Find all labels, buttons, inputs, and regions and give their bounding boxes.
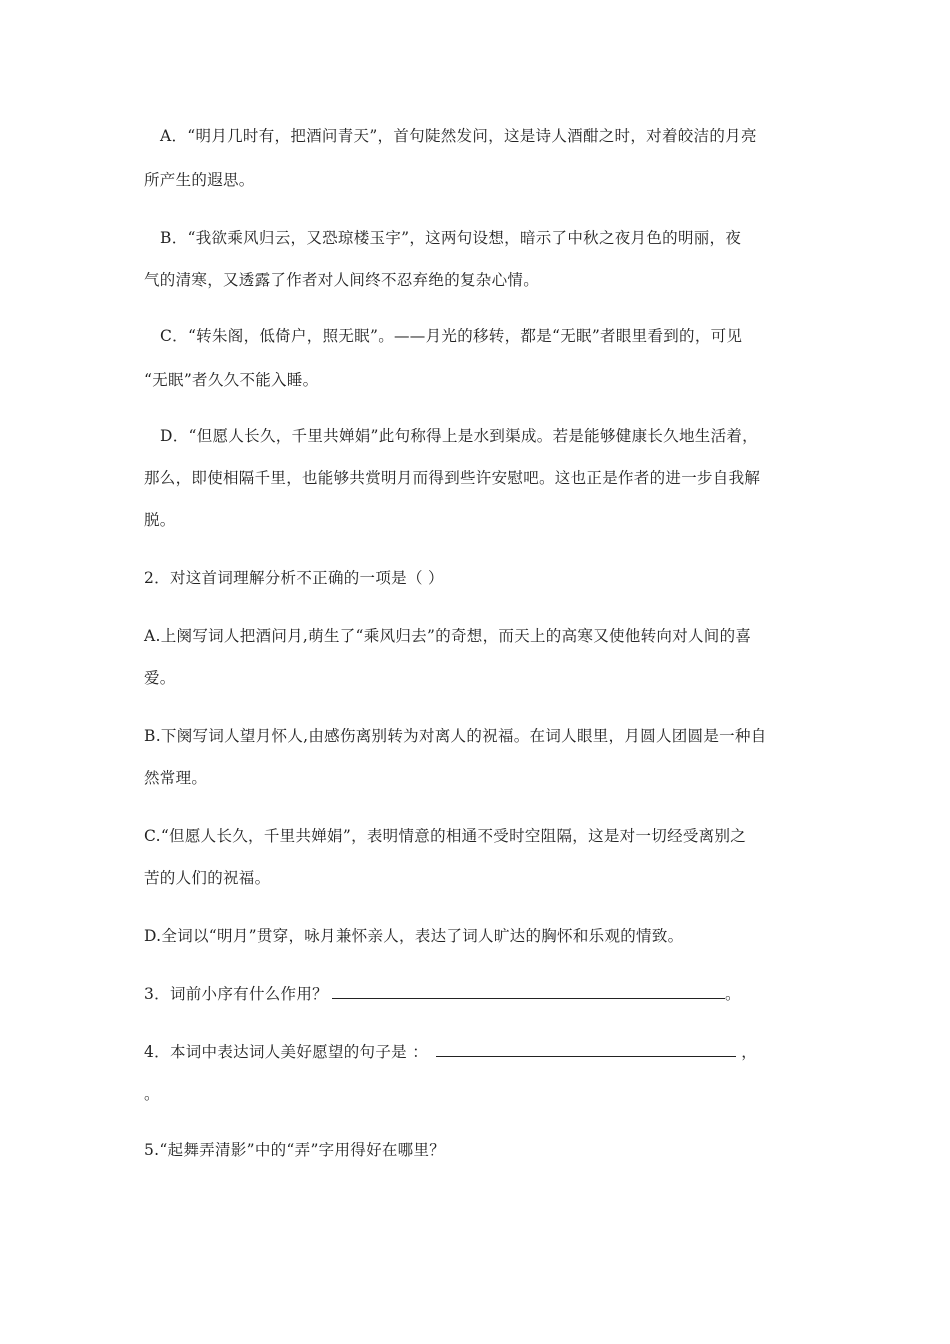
q2-option-b-line1: B.下阕写词人望月怀人,由感伤离别转为对离人的祝福。在词人眼里，月圆人团圆是一种自	[144, 727, 767, 745]
q4-line	[144, 1042, 814, 1062]
q3-answer-blank[interactable]	[332, 984, 725, 999]
q5-stem: 5.“起舞弄清影”中的“弄”字用得好在哪里？	[144, 1141, 446, 1159]
q1-option-d-line1: D．“但愿人长久，千里共婵娟”此句称得上是水到渠成。若是能够健康长久地生活着，	[160, 427, 758, 445]
q2-option-c-line1: C.“但愿人长久，千里共婵娟”，表明情意的相通不受时空阻隔，这是对一切经受离别之	[144, 827, 747, 845]
q3-stem: 3．词前小序有什么作用？	[144, 985, 328, 1003]
q3-end: 。	[724, 985, 741, 1003]
q1-option-b-line2: 气的清寒，又透露了作者对人间终不忍弃绝的复杂心情。	[144, 271, 540, 289]
q2-option-d-line1: D.全词以“明月”贯穿，咏月兼怀亲人，表达了词人旷达的胸怀和乐观的情致。	[144, 927, 684, 945]
q1-option-d-line3: 脱。	[144, 511, 176, 529]
q4-end: 。	[144, 1085, 160, 1103]
q4-stem: 4．本词中表达词人美好愿望的句子是 ：	[144, 1043, 428, 1061]
q2-option-c-line2: 苦的人们的祝福。	[144, 869, 271, 887]
q1-option-d-line2: 那么，即使相隔千里，也能够共赏明月而得到些许安慰吧。这也正是作者的进一步自我解	[144, 469, 761, 487]
q3-line	[144, 984, 814, 1004]
q2-option-b-line2: 然常理。	[144, 769, 208, 787]
q1-option-c-line1: C．“转朱阁，低倚户，照无眠”。——月光的移转，都是“无眠”者眼里看到的，可见	[160, 327, 743, 345]
q4-answer-blank[interactable]	[436, 1042, 736, 1057]
q2-option-a-line2: 爱。	[144, 669, 176, 687]
q2-stem: 2．对这首词理解分析不正确的一项是（ ）	[144, 569, 444, 587]
q1-option-a-line2: 所产生的遐思。	[144, 171, 255, 189]
q1-option-a-line1: A．“明月几时有，把酒问青天”，首句陡然发问，这是诗人酒酣之时，对着皎洁的月亮	[160, 127, 757, 145]
q2-option-a-line1: A.上阕写词人把酒问月,萌生了“乘风归去”的奇想，而天上的高寒又使他转向对人间的喜	[144, 627, 752, 645]
q1-option-c-line2: “无眠”者久久不能入睡。	[144, 371, 319, 389]
q1-option-b-line1: B．“我欲乘风归云，又恐琼楼玉宇”，这两句设想，暗示了中秋之夜月色的明丽，夜	[160, 229, 742, 247]
q4-comma: ，	[741, 1043, 758, 1061]
